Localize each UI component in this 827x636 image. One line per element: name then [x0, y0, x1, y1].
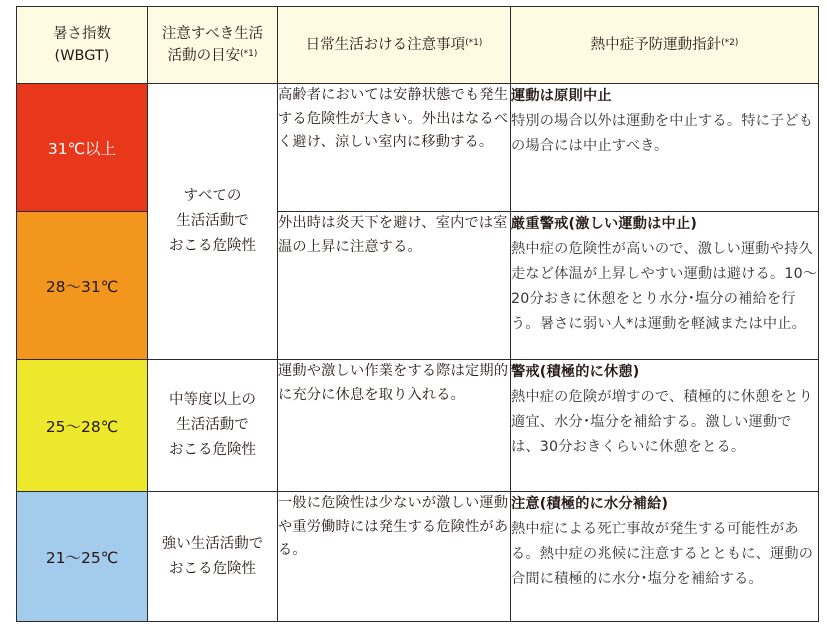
header-activity-line1: 注意すべき生活: [161, 26, 264, 42]
footnote-ref: (*1): [465, 38, 483, 48]
header-activity-line2: 活動の目安: [167, 48, 241, 64]
header-wbgt-line2: (WBGT): [54, 48, 110, 64]
table-row: [17, 84, 819, 212]
header-row: [17, 7, 819, 84]
activity-line: おこる危険性: [169, 238, 256, 254]
guideline-body: 熱中症による死亡事故が発生する可能性がある。熱中症の兆候に注意するとともに、運動の合間に積極的に水分･塩分を補給する。: [511, 521, 814, 587]
guideline-cell: [511, 492, 819, 622]
daily-note-cell: 高齢者においては安静状態でも発生する危険性が大きい。外出はなるべく避け、涼しい室内に移動する。: [278, 84, 511, 212]
header-wbgt: [17, 7, 148, 84]
guideline-cell: [511, 84, 819, 212]
activity-cell: [148, 492, 278, 622]
header-wbgt-line1: 暑さ指数: [53, 26, 111, 42]
table-row: [17, 492, 819, 622]
temp-level-cell: 21〜25℃: [17, 492, 148, 622]
guideline-cell: [511, 212, 819, 360]
guideline-body: 熱中症の危険が増すので、積極的に休憩をとり適宜、水分･塩分を補給する。激しい運動では、30分おきくらいに休憩をとる。: [511, 389, 813, 455]
guideline-title: 警戒(積極的に休憩): [511, 364, 640, 380]
guideline-title: 厳重警戒(激しい運動は中止): [511, 216, 698, 232]
heatstroke-guideline-table: [16, 6, 819, 622]
daily-note-cell: 運動や激しい作業をする際は定期的に充分に休息を取り入れる。: [278, 360, 511, 492]
activity-line: おこる危険性: [169, 442, 256, 458]
daily-note-cell: 一般に危険性は少ないが激しい運動や重労働時には発生する危険性がある。: [278, 492, 511, 622]
header-daily-notes: [278, 7, 511, 84]
activity-line: 中等度以上の: [169, 392, 256, 408]
header-exercise-guideline: [511, 7, 819, 84]
activity-line: 生活活動で: [176, 417, 249, 433]
daily-note-cell: 外出時は炎天下を避け、室内では室温の上昇に注意する。: [278, 212, 511, 360]
temp-level-cell: 31℃以上: [17, 84, 148, 212]
guideline-title: 注意(積極的に水分補給): [511, 496, 669, 512]
table-row: [17, 212, 819, 360]
header-exercise-guideline-label: 熱中症予防運動指針: [590, 37, 722, 53]
table-row: [17, 360, 819, 492]
guideline-body: 特別の場合以外は運動を中止する。特に子どもの場合には中止すべき。: [511, 113, 814, 154]
guideline-cell: [511, 360, 819, 492]
guideline-title: 運動は原則中止: [511, 88, 612, 104]
temp-level-cell: 28〜31℃: [17, 212, 148, 360]
temp-level-cell: 25〜28℃: [17, 360, 148, 492]
footnote-ref: (*2): [721, 38, 739, 48]
header-daily-notes-label: 日常生活おける注意事項: [305, 37, 466, 53]
guideline-body: 熱中症の危険性が高いので、激しい運動や持久走など体温が上昇しやすい運動は避ける。10〜20分おきに休憩をとり水分･塩分の補給を行う。暑さに弱い人*は運動を軽減または中止。: [511, 241, 818, 332]
activity-cell: [148, 360, 278, 492]
activity-line: 生活活動で: [176, 213, 249, 229]
footnote-ref: (*1): [240, 49, 258, 59]
header-activity: [148, 7, 278, 84]
activity-line: おこる危険性: [169, 560, 256, 577]
activity-cell: [148, 84, 278, 360]
activity-line: すべての: [183, 188, 242, 204]
activity-line: 強い生活活動で: [161, 535, 264, 552]
